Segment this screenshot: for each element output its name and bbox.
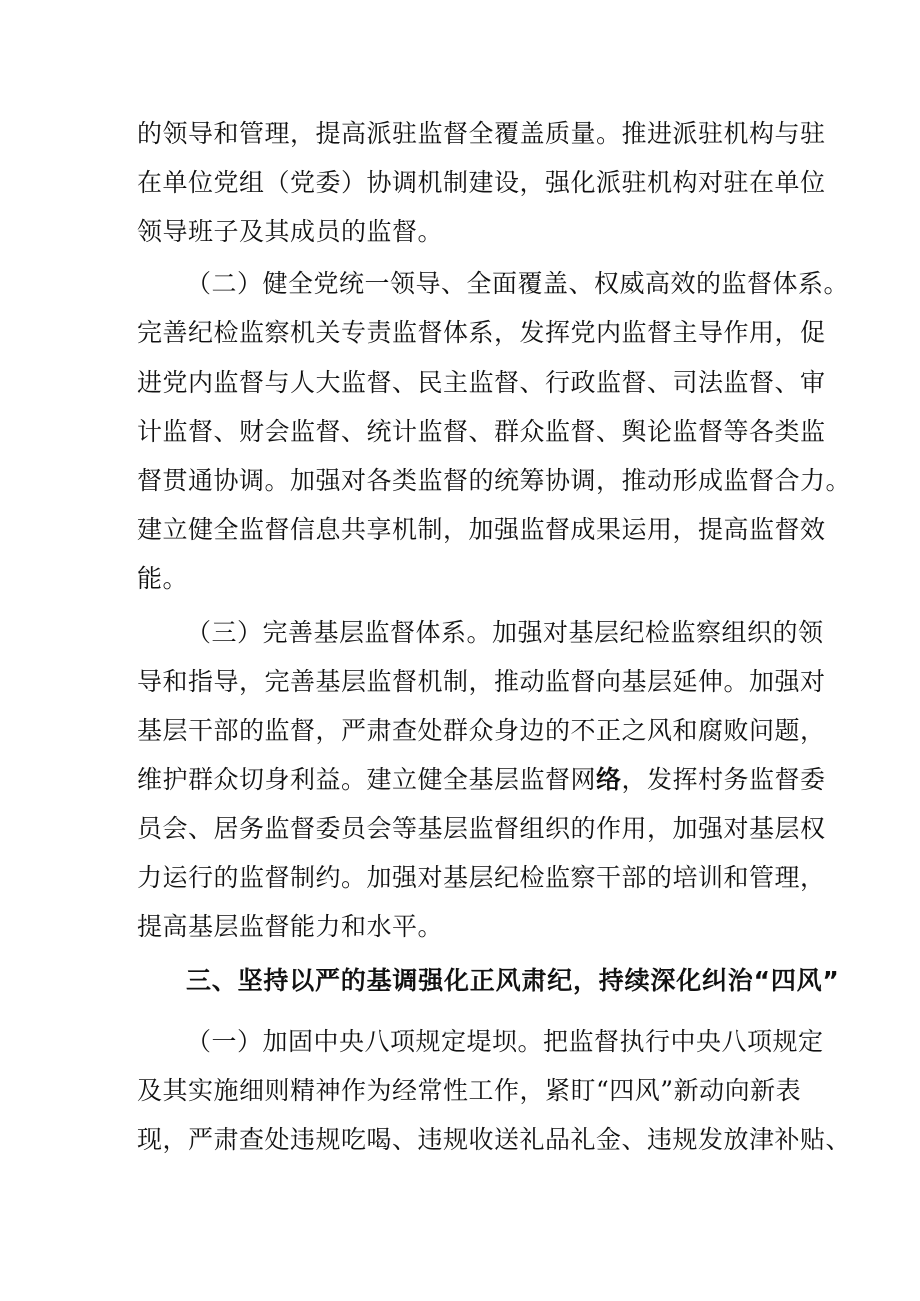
paragraph-2-line-2: 完善纪检监察机关专责监督体系，发挥党内监督主导作用，促 xyxy=(137,318,826,347)
paragraph-3-line-7: 提高基层监督能力和水平。 xyxy=(137,912,444,941)
paragraph-2-line-5: 督贯通协调。加强对各类监督的统筹协调，推动形成监督合力。 xyxy=(137,466,852,495)
paragraph-1-line-2: 在单位党组（党委）协调机制建设，强化派驻机构对驻在单位 xyxy=(137,168,826,197)
paragraph-3-line-4-text: 维护群众切身利益。建立健全基层监督网 xyxy=(137,765,597,794)
paragraph-3-line-6: 力运行的监督制约。加强对基层纪检监察干部的培训和管理， xyxy=(137,863,826,892)
paragraph-3-line-3: 基层干部的监督，严肃查处群众身边的不正之风和腐败问题， xyxy=(137,716,826,745)
paragraph-4-line-1: （一）加固中央八项规定堤坝。把监督执行中央八项规定 xyxy=(186,1027,824,1056)
paragraph-3-line-2: 导和指导，完善基层监督机制，推动监督向基层延伸。加强对 xyxy=(137,667,826,696)
paragraph-2-line-1: （二）健全党统一领导、全面覆盖、权威高效的监督体系。 xyxy=(186,269,850,298)
paragraph-4-line-2: 及其实施细则精神作为经常性工作，紧盯“四风”新动向新表 xyxy=(137,1076,802,1105)
paragraph-2-line-3: 进党内监督与人大监督、民主监督、行政监督、司法监督、审 xyxy=(137,368,826,397)
paragraph-4-line-3: 现，严肃查处违规吃喝、违规收送礼品礼金、违规发放津补贴、 xyxy=(137,1125,852,1154)
paragraph-3-line-5: 员会、居务监督委员会等基层监督组织的作用，加强对基层权 xyxy=(137,814,826,843)
paragraph-1-line-1: 的领导和管理，提高派驻监督全覆盖质量。推进派驻机构与驻 xyxy=(137,119,826,148)
paragraph-3-line-4-rest: ，发挥村务监督委 xyxy=(621,765,826,794)
paragraph-2-line-6: 建立健全监督信息共享机制，加强监督成果运用，提高监督效 xyxy=(137,515,826,544)
paragraph-2-line-4: 计监督、财会监督、统计监督、群众监督、舆论监督等各类监 xyxy=(137,417,826,446)
paragraph-2-line-7: 能。 xyxy=(137,564,189,593)
paragraph-3-line-4-bold-char: 络 xyxy=(596,765,622,794)
paragraph-1-line-3: 领导班子及其成员的监督。 xyxy=(137,217,444,246)
paragraph-3-line-4 xyxy=(137,764,826,796)
section-heading-3: 三、坚持以严的基调强化正风肃纪，持续深化纠治“四风” xyxy=(186,966,840,995)
paragraph-3-line-1: （三）完善基层监督体系。加强对基层纪检监察组织的领 xyxy=(186,618,824,647)
